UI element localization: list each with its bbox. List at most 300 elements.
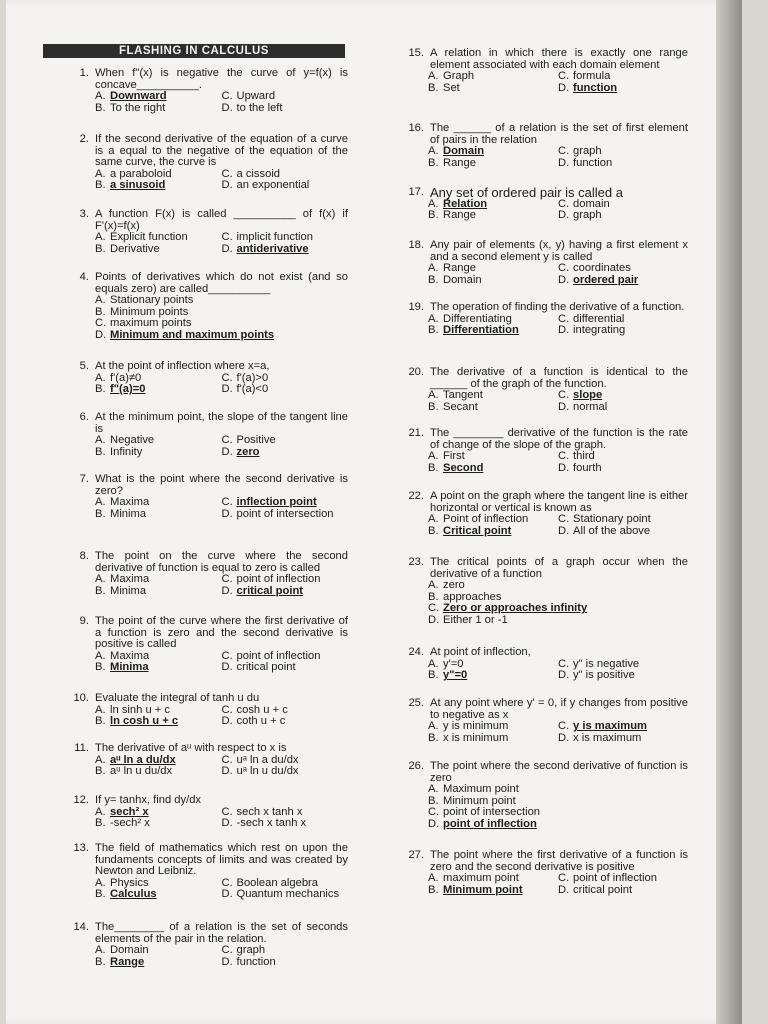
option-letter: C. — [221, 944, 233, 957]
question-number: 17. — [408, 186, 424, 198]
option-letter: B. — [428, 209, 439, 222]
option-letter: C. — [221, 90, 233, 103]
answer-option — [95, 103, 222, 115]
option-text: point of inflection — [236, 649, 321, 662]
option-text: to the left — [236, 101, 283, 114]
answer-options — [43, 945, 348, 968]
answer-option — [558, 733, 688, 745]
question-23 — [398, 557, 688, 627]
option-letter: D. — [558, 669, 570, 682]
option-text: Secant — [443, 400, 478, 413]
option-letter: A. — [428, 720, 439, 733]
option-letter: A. — [428, 145, 439, 158]
option-letter: A. — [428, 197, 439, 210]
option-text: Maximum point — [443, 783, 519, 796]
question-text: Any set of ordered pair is called a — [430, 185, 623, 200]
option-letter: C. — [221, 167, 233, 180]
question-13 — [43, 843, 348, 901]
question-number: 1. — [79, 67, 89, 79]
option-letter: D. — [558, 209, 570, 222]
answer-option — [558, 325, 688, 337]
option-letter: C. — [221, 703, 233, 716]
question-stem-row — [398, 557, 688, 580]
option-letter: C. — [558, 657, 570, 670]
option-letter: A. — [428, 657, 439, 670]
option-letter: A. — [95, 434, 106, 447]
answer-option — [222, 889, 349, 901]
question-stem-row — [43, 412, 348, 435]
option-letter: D. — [221, 507, 233, 520]
option-letter: B. — [95, 101, 106, 114]
answer-option — [222, 244, 349, 256]
answer-options — [398, 314, 688, 337]
question-text: Evaluate the integral of tanh u du — [95, 692, 260, 704]
answer-option — [558, 670, 688, 682]
option-text: x is maximum — [573, 731, 642, 744]
option-letter: C. — [558, 720, 570, 733]
option-letter: D. — [558, 400, 570, 413]
answer-option — [95, 818, 222, 830]
question-number: 11. — [74, 742, 89, 754]
option-text: Set — [443, 81, 460, 94]
question-stem-row — [43, 551, 348, 574]
option-letter: C. — [558, 513, 570, 526]
question-19 — [398, 302, 688, 337]
answer-option — [222, 103, 349, 115]
option-letter: B. — [428, 669, 439, 682]
answer-option — [428, 819, 688, 831]
option-letter: B. — [428, 81, 439, 94]
option-letter: A. — [95, 90, 106, 103]
question-stem-row — [43, 361, 348, 373]
option-letter: D. — [221, 817, 233, 830]
correct-answer: Differentiation — [443, 324, 519, 337]
option-letter: C. — [221, 753, 233, 766]
option-letter: D. — [558, 156, 570, 169]
question-stem-row — [43, 68, 348, 91]
question-stem-row — [398, 302, 688, 314]
option-letter: C. — [221, 573, 233, 586]
option-text: Domain — [443, 273, 482, 286]
option-letter: B. — [95, 715, 106, 728]
option-letter: B. — [95, 445, 106, 458]
answer-options — [398, 721, 688, 744]
option-text: function — [236, 955, 276, 968]
answer-option — [222, 509, 349, 521]
answer-options — [43, 755, 348, 778]
option-letter: B. — [428, 156, 439, 169]
option-letter: C. — [558, 262, 570, 275]
option-letter: D. — [221, 242, 233, 255]
option-text: graph — [573, 145, 602, 158]
option-text: fourth — [573, 461, 602, 474]
option-text: Negative — [110, 434, 155, 447]
option-letter: D. — [221, 715, 233, 728]
option-text: critical point — [236, 661, 296, 674]
answer-options — [43, 878, 348, 901]
question-number: 9. — [79, 615, 89, 627]
answer-option — [428, 463, 558, 475]
option-letter: B. — [95, 955, 106, 968]
question-stem-row — [398, 850, 688, 873]
question-text: The ________ derivative of the function is the rate of change of the slope of the graph. — [430, 427, 688, 451]
answer-option — [558, 158, 688, 170]
option-text: Maxima — [110, 573, 150, 586]
answer-option — [222, 586, 349, 598]
correct-answer: Domain — [443, 145, 485, 158]
answer-option — [558, 885, 688, 897]
option-text: Derivative — [110, 242, 160, 255]
question-text: A relation in which there is exactly one range element associated with each domain element — [430, 47, 688, 71]
option-letter: D. — [221, 101, 233, 114]
option-text: Tangent — [443, 389, 483, 402]
option-text: f'(a)<0 — [236, 383, 269, 396]
question-5 — [43, 361, 348, 396]
answer-option — [558, 83, 688, 95]
question-stem-row — [43, 693, 348, 705]
option-letter: B. — [95, 765, 106, 778]
answer-options — [43, 169, 348, 192]
correct-answer: critical point — [236, 584, 304, 597]
option-text: y'=0 — [443, 657, 464, 670]
option-letter: C. — [558, 197, 570, 210]
option-letter: B. — [428, 273, 439, 286]
question-number: 3. — [79, 208, 89, 220]
option-text: Stationary points — [110, 294, 194, 307]
question-text: Points of derivatives which do not exist (and so equals zero) are called__________ — [95, 271, 348, 295]
option-text: approaches — [443, 590, 502, 603]
option-letter: A. — [95, 876, 106, 889]
option-text: Positive — [236, 434, 276, 447]
question-2 — [43, 134, 348, 192]
option-text: integrating — [573, 324, 626, 337]
question-text: The operation of finding the derivative of a function. — [430, 301, 685, 313]
question-stem-row — [398, 428, 688, 451]
answer-option — [95, 586, 222, 598]
option-letter: C. — [221, 649, 233, 662]
question-text: The point where the first derivative of a function is zero and the second derivative is positive — [430, 849, 688, 873]
option-letter: B. — [428, 461, 439, 474]
option-letter: B. — [95, 507, 106, 520]
correct-answer: Calculus — [110, 888, 157, 901]
option-text: Stationary point — [573, 513, 651, 526]
question-text: The derivative of aᵘ with respect to x is — [95, 742, 287, 754]
question-number: 23. — [408, 556, 424, 568]
option-letter: B. — [428, 883, 439, 896]
answer-options — [43, 651, 348, 674]
answer-option — [222, 384, 349, 396]
question-text: Any pair of elements (x, y) having a first element x and a second element y is called — [430, 239, 688, 263]
answer-option — [428, 158, 558, 170]
option-letter: D. — [558, 324, 570, 337]
option-text: aᵘ ln u du/dx — [110, 765, 173, 778]
option-letter: A. — [95, 805, 106, 818]
option-letter: D. — [221, 383, 233, 396]
question-stem-row — [398, 491, 688, 514]
question-text: At point of inflection, — [430, 646, 531, 658]
answer-option — [222, 180, 349, 192]
option-text: zero — [443, 579, 465, 592]
option-text: uᵃ ln u du/dx — [236, 765, 299, 778]
option-text: Point of inflection — [443, 513, 529, 526]
option-text: coordinates — [573, 262, 631, 275]
question-text: The critical points of a graph occur when the derivative of a function — [430, 556, 688, 580]
answer-option — [558, 526, 688, 538]
question-stem-row — [398, 761, 688, 784]
option-text: Range — [443, 262, 476, 275]
correct-answer: y"=0 — [443, 669, 468, 682]
question-stem-row — [43, 843, 348, 878]
answer-options — [43, 435, 348, 458]
answer-options — [398, 451, 688, 474]
question-text: If y= tanhx, find dy/dx — [95, 794, 202, 806]
question-stem-row — [43, 209, 348, 232]
option-letter: D. — [558, 461, 570, 474]
option-letter: C. — [428, 602, 440, 615]
question-stem-row — [398, 48, 688, 71]
option-text: cosh u + c — [236, 703, 288, 716]
question-11 — [43, 743, 348, 778]
option-text: Graph — [443, 70, 475, 83]
option-letter: D. — [558, 81, 570, 94]
correct-answer: Downward — [110, 90, 167, 103]
option-text: point of intersection — [443, 806, 541, 819]
question-number: 27. — [408, 849, 424, 861]
question-stem-row — [43, 795, 348, 807]
option-letter: A. — [95, 371, 106, 384]
option-text: an exponential — [236, 179, 310, 192]
option-text: formula — [573, 70, 611, 83]
question-20 — [398, 367, 688, 413]
question-stem-row — [43, 743, 348, 755]
question-number: 24. — [408, 646, 424, 658]
question-stem-row — [398, 647, 688, 659]
question-stem-row — [398, 123, 688, 146]
question-text: What is the point where the second derivative is zero? — [95, 473, 348, 497]
option-letter: B. — [95, 888, 106, 901]
option-letter: C. — [95, 317, 107, 330]
question-17 — [398, 187, 688, 222]
correct-answer: point of inflection — [443, 817, 537, 830]
correct-answer: y is maximum — [573, 720, 647, 733]
option-text: graph — [573, 209, 602, 222]
question-number: 7. — [79, 473, 89, 485]
answer-option — [428, 526, 558, 538]
answer-option — [95, 384, 222, 396]
question-stem-row — [43, 272, 348, 295]
answer-option — [558, 402, 688, 414]
option-letter: C. — [558, 872, 570, 885]
option-text: maximum point — [443, 872, 519, 885]
correct-answer: Minimum point — [443, 883, 523, 896]
question-14 — [43, 922, 348, 968]
answer-option — [428, 733, 558, 745]
option-text: Upward — [236, 90, 276, 103]
option-letter: A. — [428, 450, 439, 463]
question-number: 16. — [408, 122, 424, 134]
option-letter: D. — [221, 661, 233, 674]
option-letter: B. — [428, 794, 439, 807]
option-letter: D. — [221, 584, 233, 597]
option-letter: D. — [95, 328, 107, 341]
answer-options — [398, 146, 688, 169]
option-letter: B. — [95, 305, 106, 318]
correct-answer: ln cosh u + c — [110, 715, 179, 728]
exam-page — [6, 0, 742, 1024]
option-letter: A. — [95, 944, 106, 957]
option-text: -sech x tanh x — [236, 817, 307, 830]
option-text: Minimum points — [110, 305, 189, 318]
option-text: third — [573, 450, 595, 463]
answer-option — [428, 885, 558, 897]
answer-options — [43, 574, 348, 597]
option-letter: C. — [558, 70, 570, 83]
option-letter: B. — [95, 661, 106, 674]
question-number: 22. — [408, 490, 424, 502]
option-letter: D. — [558, 524, 570, 537]
question-8 — [43, 551, 348, 597]
option-text: Range — [443, 156, 476, 169]
option-letter: C. — [558, 145, 570, 158]
option-text: graph — [236, 944, 266, 957]
option-text: All of the above — [573, 524, 651, 537]
question-stem-row — [43, 134, 348, 169]
answer-option — [95, 447, 222, 459]
answer-option — [95, 180, 222, 192]
answer-options — [43, 497, 348, 520]
question-stem-row — [398, 187, 688, 199]
answer-options — [398, 659, 688, 682]
correct-answer: inflection point — [236, 496, 317, 509]
option-text: ln sinh u + c — [110, 703, 171, 716]
option-text: Minima — [110, 584, 147, 597]
correct-answer: a sinusoid — [110, 179, 166, 192]
question-number: 20. — [408, 366, 424, 378]
option-text: Differentiating — [443, 312, 512, 325]
option-letter: D. — [558, 883, 570, 896]
option-text: f'(a)>0 — [236, 371, 269, 384]
option-text: To the right — [110, 101, 166, 114]
answer-option — [428, 83, 558, 95]
answer-option — [428, 275, 558, 287]
option-text: implicit function — [236, 231, 313, 244]
option-text: Minima — [110, 507, 147, 520]
option-text: maximum points — [110, 317, 192, 330]
question-24 — [398, 647, 688, 682]
answer-option — [95, 766, 222, 778]
option-letter: B. — [95, 179, 106, 192]
correct-answer: ordered pair — [573, 273, 639, 286]
answer-option — [558, 275, 688, 287]
question-text: At any point where y' = 0, if y changes from positive to negative as x — [430, 697, 688, 721]
answer-option — [95, 662, 222, 674]
option-letter: C. — [428, 806, 440, 819]
question-18 — [398, 240, 688, 286]
correct-answer: antiderivative — [236, 242, 309, 255]
option-letter: C. — [221, 805, 233, 818]
option-letter: D. — [221, 179, 233, 192]
option-letter: A. — [95, 496, 106, 509]
answer-options — [398, 263, 688, 286]
question-15 — [398, 48, 688, 94]
option-text: Maxima — [110, 496, 150, 509]
option-text: critical point — [573, 883, 633, 896]
option-letter: D. — [221, 888, 233, 901]
option-text: Explicit function — [110, 231, 188, 244]
option-text: First — [443, 450, 465, 463]
question-stem-row — [398, 240, 688, 263]
option-letter: B. — [428, 731, 439, 744]
page-edge — [716, 0, 742, 1024]
answer-options — [398, 873, 688, 896]
answer-option — [222, 766, 349, 778]
option-letter: D. — [428, 817, 440, 830]
option-text: Infinity — [110, 445, 143, 458]
question-number: 5. — [79, 360, 89, 372]
question-number: 14. — [73, 921, 89, 933]
correct-answer: f"(a)=0 — [110, 383, 146, 396]
question-number: 13. — [73, 842, 89, 854]
question-12 — [43, 795, 348, 830]
option-letter: A. — [95, 573, 106, 586]
option-letter: A. — [95, 167, 106, 180]
question-27 — [398, 850, 688, 896]
answer-options — [398, 71, 688, 94]
option-letter: C. — [221, 371, 233, 384]
option-letter: D. — [558, 731, 570, 744]
option-letter: A. — [95, 294, 106, 307]
option-letter: D. — [428, 613, 440, 626]
option-letter: A. — [95, 703, 106, 716]
answer-option — [95, 244, 222, 256]
option-text: Quantum mechanics — [236, 888, 340, 901]
answer-option — [428, 210, 558, 222]
option-letter: C. — [221, 876, 233, 889]
question-number: 4. — [79, 271, 89, 283]
option-text: Physics — [110, 876, 149, 889]
answer-options — [43, 373, 348, 396]
answer-options — [398, 580, 688, 626]
correct-answer: zero — [236, 445, 260, 458]
option-letter: A. — [428, 70, 439, 83]
question-stem-row — [398, 367, 688, 390]
option-text: Minimum point — [443, 794, 516, 807]
option-letter: A. — [95, 231, 106, 244]
answer-option — [428, 670, 558, 682]
question-number: 6. — [79, 411, 89, 423]
option-text: normal — [573, 400, 608, 413]
option-text: function — [573, 156, 613, 169]
answer-option — [428, 325, 558, 337]
option-text: uᵃ ln a du/dx — [236, 753, 299, 766]
option-text: y" is negative — [573, 657, 640, 670]
question-stem-row — [43, 922, 348, 945]
option-letter: A. — [428, 513, 439, 526]
question-number: 26. — [408, 760, 424, 772]
question-number: 2. — [79, 133, 89, 145]
question-text: The derivative of a function is identical to the ______ of the graph of the function. — [430, 366, 688, 390]
answer-options — [398, 514, 688, 537]
question-number: 25. — [408, 697, 424, 709]
option-letter: B. — [428, 324, 439, 337]
question-text: The point of the curve where the first derivative of a function is zero and the second derivative is positive is called — [95, 615, 348, 651]
option-letter: B. — [428, 524, 439, 537]
option-text: point of intersection — [236, 507, 334, 520]
option-text: Maxima — [110, 649, 150, 662]
question-text: The________ of a relation is the set of seconds elements of the pair in the relation. — [95, 921, 348, 945]
question-9 — [43, 616, 348, 674]
question-number: 8. — [79, 550, 89, 562]
